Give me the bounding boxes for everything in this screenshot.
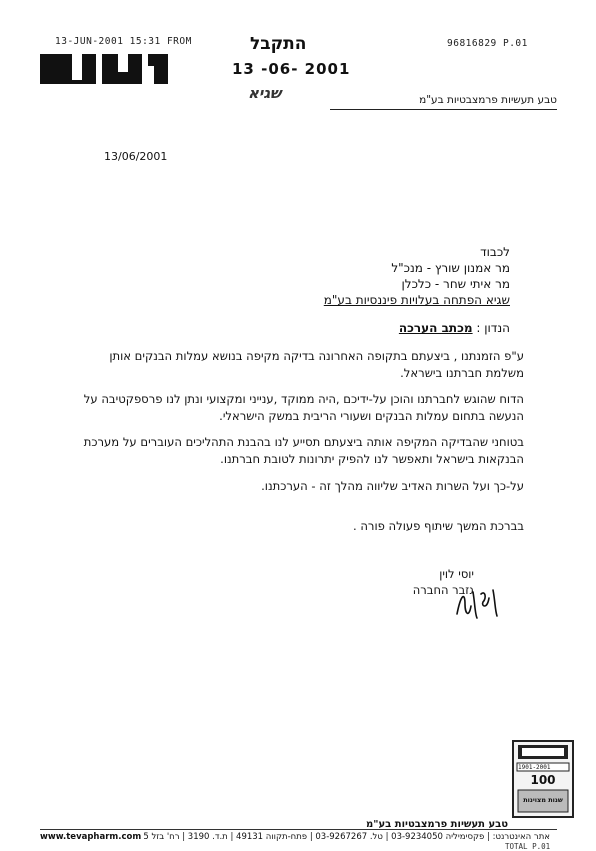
- subject-value: מכתב הערכה: [398, 321, 473, 335]
- signer-name: יוסי לוין: [439, 567, 474, 581]
- footer-company: טבע תעשיות פרמצבטיות בע"מ: [366, 819, 508, 830]
- body-paragraph: בטוחני שהבדיקה המקיפה אותה ביצעתם תסייע לנו בהבנת התהליכים העוברים על מערכת הבנקאות בישראל ותאפשר לנו להפיק יתרונות לטובת חברתנו.: [83, 435, 524, 466]
- centennial-seal: [512, 740, 574, 818]
- recipient-line: מר אמנון שורץ - מנכ"ל: [391, 261, 510, 275]
- fax-total-pages: TOTAL P.01: [505, 842, 551, 851]
- body-paragraph: הדוח שהוגש לחברתנו והוכן על-ידיכם ,היה ממוקד ,ענייני ומקצועי ונתן לנו פרספקטיבה על הנעשה בתחום עמלות הבנקים ושעורי הריבית במשק הישראלי.: [83, 392, 524, 423]
- footer-url: www.tevapharm.com: [40, 832, 142, 842]
- letterhead-company: טבע תעשיות פרמצבטיות בע"מ: [330, 94, 557, 110]
- teva-logo: [36, 50, 172, 88]
- signer-title: גזבר החברה: [412, 583, 474, 597]
- subject-line: [300, 321, 510, 335]
- footer-contact: אתר האינטרנט: | פקסימיליה 03-9234050 | טל. 03-9267267 | פתח-תקווה 49131 | ת.ד. 3190 | רח' בזל 5: [143, 832, 550, 842]
- subject-label: הנדון :: [476, 321, 510, 335]
- handwritten-signature: [453, 584, 503, 622]
- svg-text:100: 100: [530, 773, 556, 787]
- fax-header-right: 96816829 P.01: [447, 38, 528, 49]
- closing-line: בברכת המשך שיתוף פעולה פורה .: [352, 519, 524, 533]
- received-stamp-date: 13 -06- 2001: [232, 60, 351, 78]
- recipient-line: מר איתי שחר - כלכלן: [401, 277, 510, 291]
- salutation: לכבוד: [480, 245, 510, 259]
- fax-header-left: 13-JUN-2001 15:31 FROM: [55, 36, 192, 47]
- body-paragraph: על-כך ועל השרות האדיב שליווה מהלך זה - הערכתנו.: [261, 479, 524, 493]
- received-stamp-label: התקבל: [250, 34, 307, 54]
- received-stamp-dept: שגיא: [248, 84, 282, 102]
- seal-years: 1901-2001: [518, 764, 551, 771]
- seal-caption: שנות מצוינות: [523, 796, 563, 804]
- recipient-company: שגיא הפתחה בעלויות פיננסיות בע"מ: [323, 293, 510, 307]
- letter-date: 13/06/2001: [104, 150, 168, 163]
- footer-divider: [40, 829, 557, 830]
- body-paragraph: ע"פ הזמנתנו , ביצעתם בתקופה האחרונה בדיקה מקיפה בנושא עמלות הבנקים אותן משלמת חברתנו בישראל.: [109, 349, 524, 380]
